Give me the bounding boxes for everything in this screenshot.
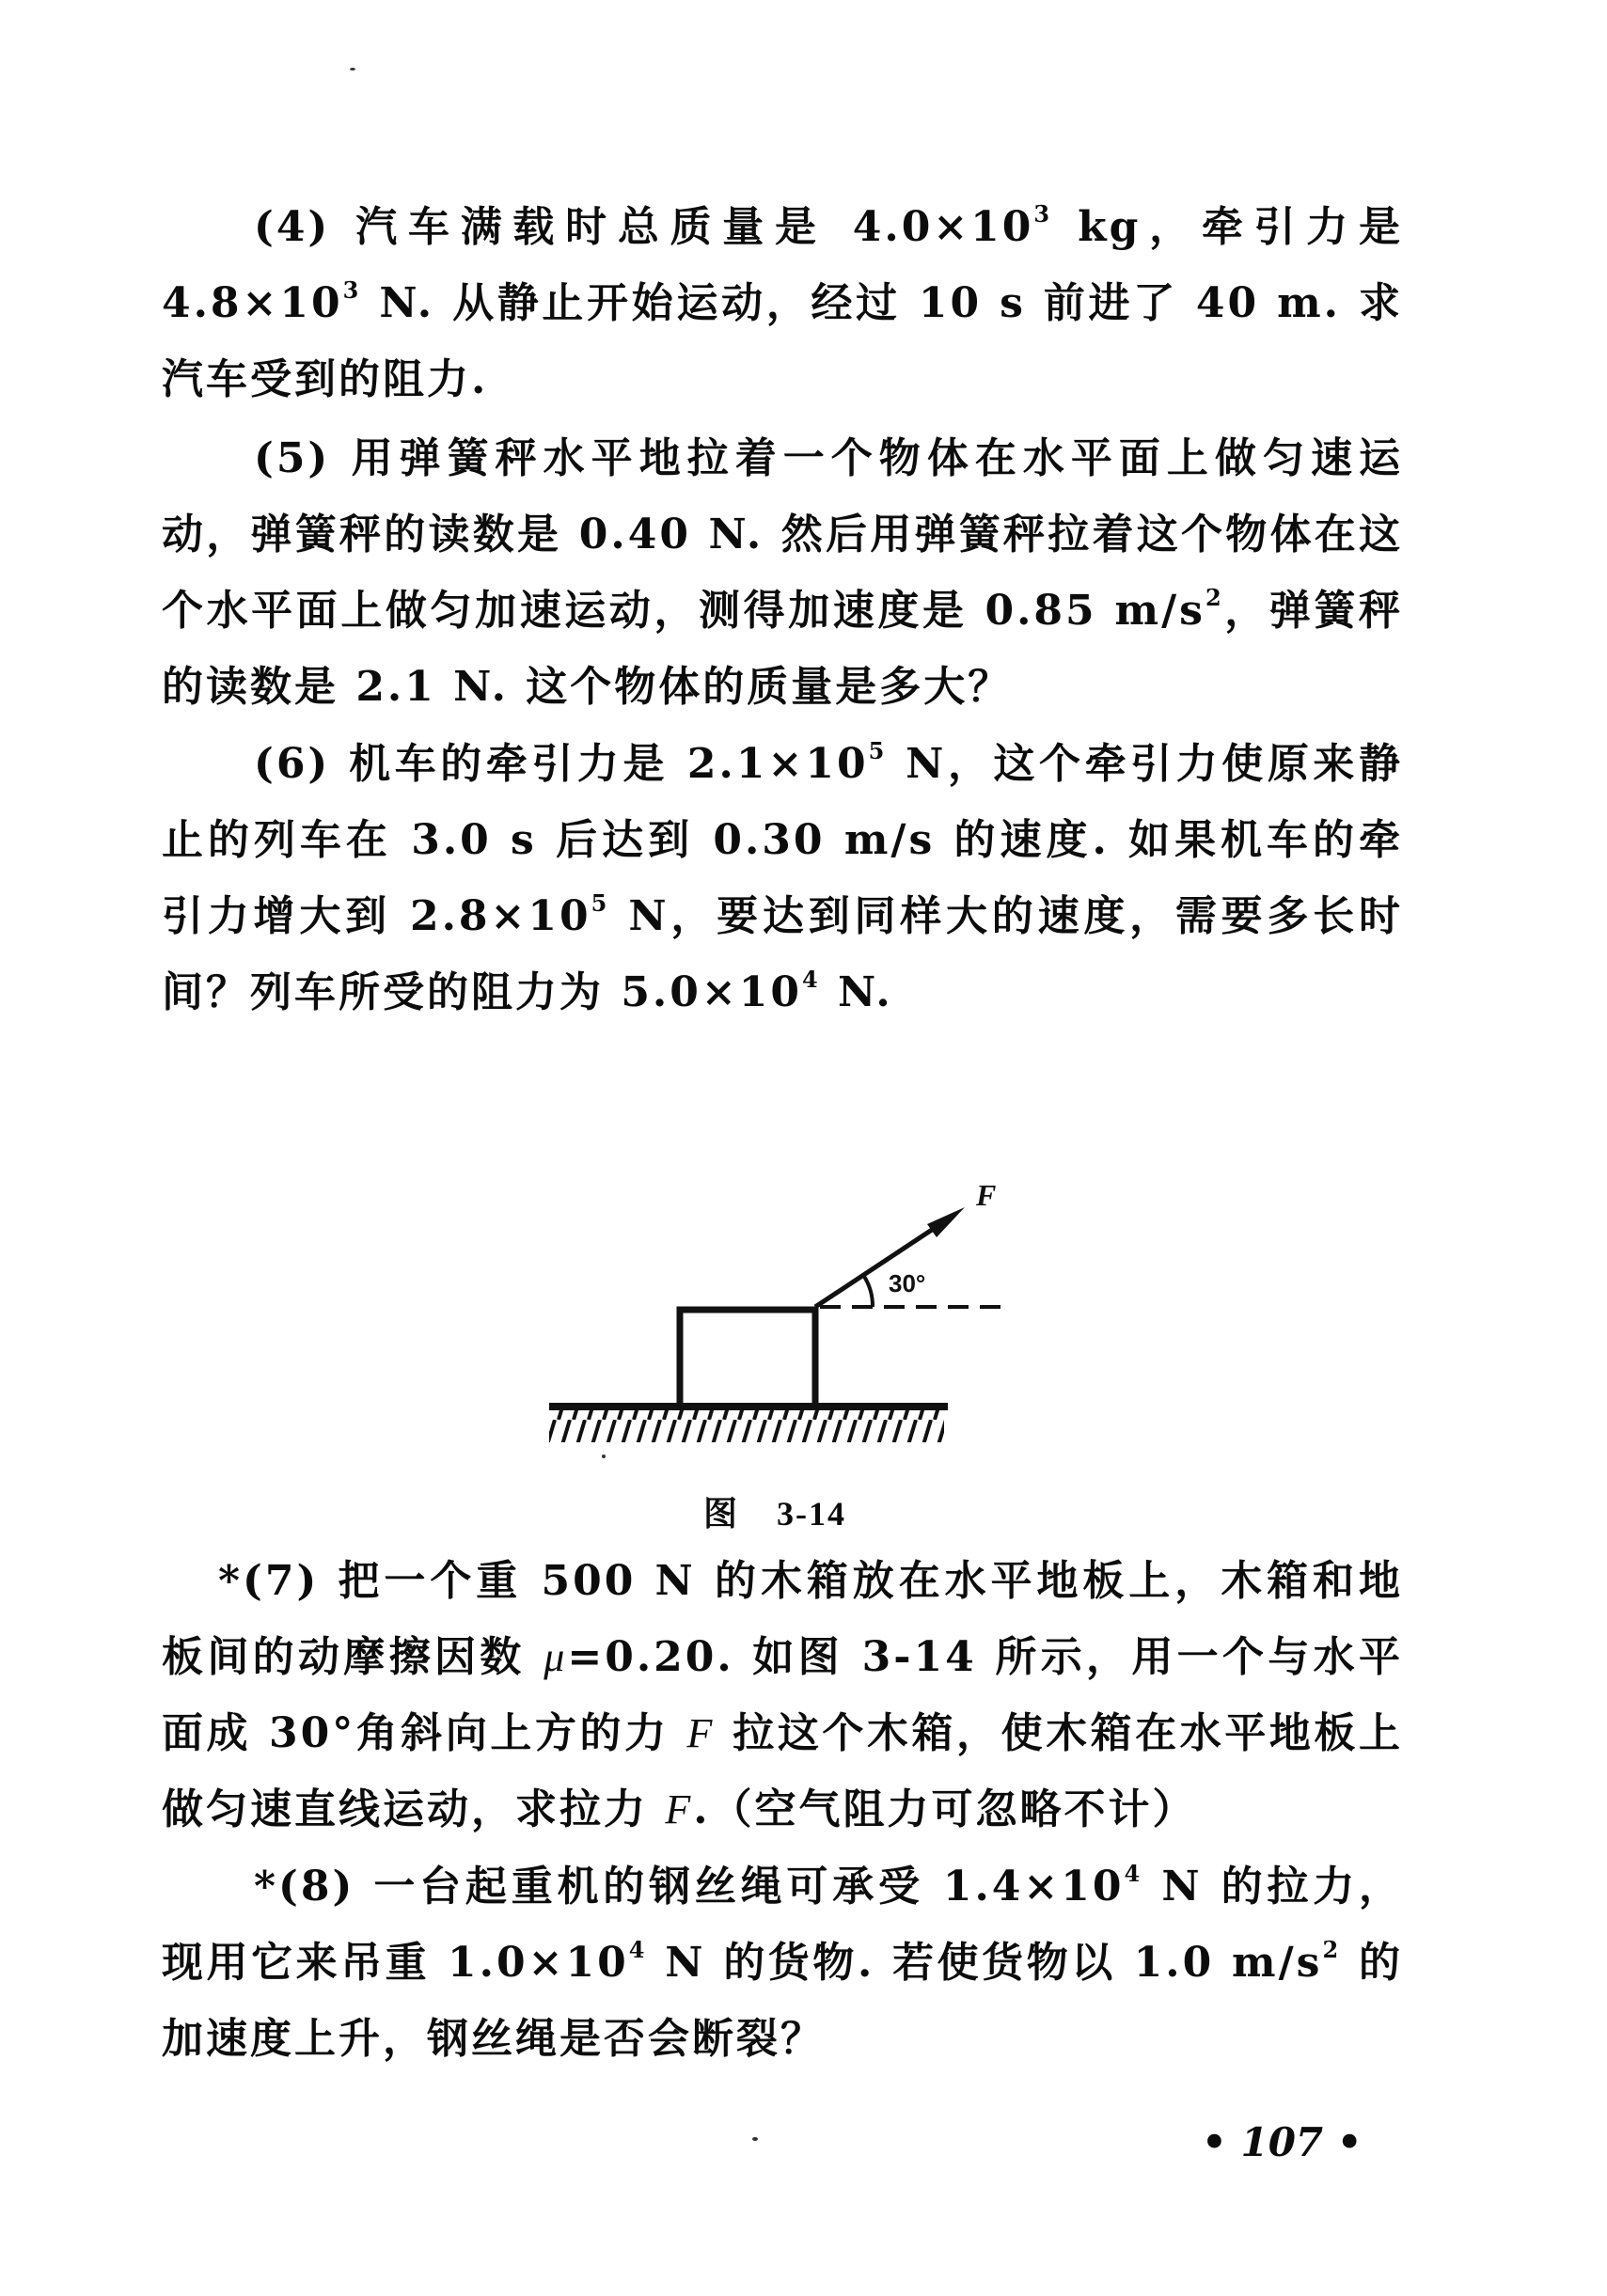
problem-8-text: N 的拉力，现用它来吊重 1.0×10: [162, 1863, 1404, 1987]
problem-7-text: .（空气阻力可忽略不计）: [693, 1785, 1197, 1833]
figure-caption-label: 图: [703, 1494, 740, 1533]
problem-8-text: 的加速度上升，钢丝绳是否会断裂？: [162, 1939, 1404, 2063]
figure-caption-number: 3-14: [777, 1495, 847, 1533]
page-number-value: 107: [1240, 2119, 1324, 2165]
page-number: [1202, 2119, 1363, 2165]
superscript: 3: [1033, 200, 1053, 228]
superscript: 4: [1124, 1860, 1143, 1887]
problem-7-text: 拉这个木箱，使木箱在水平地板上做匀速直线运动，求拉力: [162, 1709, 1403, 1833]
problem-5: [162, 420, 1403, 725]
problem-4-text: (4) 汽车满载时总质量是 4.0×10: [254, 203, 1034, 251]
problem-6-text: N，要达到同样大的速度，需要多长时间？列车所受的阻力为 5.0×10: [162, 892, 1403, 1016]
superscript: 4: [628, 1936, 648, 1963]
problem-7-text: *(7) 把一个重 500 N 的木箱放在水平地板上，木箱和地板间的动摩擦因数: [162, 1557, 1403, 1681]
problem-4: [162, 189, 1403, 417]
force-label: F: [976, 1178, 997, 1212]
problem-7-text: =0.20. 如图 3-14 所示，用一个与水平面成 30°角斜向上方的力: [162, 1633, 1403, 1757]
problem-4-text: kg，牵引力是 4.8×10: [162, 203, 1403, 327]
scan-speck: [752, 2137, 758, 2141]
angle-label: 30°: [889, 1269, 926, 1297]
ground-hatch: [549, 1410, 944, 1442]
problem-5-text: ，弹簧秤的读数是 2.1 N. 这个物体的质量是多大？: [162, 587, 1404, 711]
force-symbol: F: [686, 1710, 716, 1756]
scan-speck: [602, 1455, 606, 1458]
angle-arc: [863, 1275, 873, 1307]
figure-caption: [703, 1487, 846, 1535]
box-force-diagram: [527, 1156, 1091, 1476]
problem-6-text: N.: [820, 968, 893, 1016]
problem-5-text: (5) 用弹簧秤水平地拉着一个物体在水平面上做匀速运动，弹簧秤的读数是 0.40 N. 然后用弹簧秤拉着这个物体在这个水平面上做匀加速运动，测得加速度是 0.85 m/s: [162, 434, 1403, 635]
figure-3-14: [527, 1156, 1091, 1476]
force-symbol: F: [665, 1786, 694, 1832]
superscript: 5: [591, 889, 610, 917]
superscript: 2: [1322, 1936, 1342, 1963]
problem-7: [162, 1543, 1403, 1848]
superscript: 5: [868, 737, 888, 764]
problem-6: [162, 726, 1403, 1030]
superscript: 4: [801, 966, 821, 993]
problem-8-text: N 的货物. 若使货物以 1.0 m/s: [647, 1939, 1323, 1987]
bullet-icon: •: [1202, 2119, 1227, 2165]
superscript: 2: [1205, 584, 1224, 611]
box: [680, 1310, 815, 1407]
problem-6-text: N，这个牵引力使原来静止的列车在 3.0 s 后达到 0.30 m/s 的速度. 如果机车的牵引力增大到 2.8×10: [162, 740, 1403, 940]
arrowhead-icon: [927, 1207, 965, 1237]
mu-symbol: μ: [544, 1634, 568, 1680]
scan-speck: [350, 68, 355, 71]
problem-8: [162, 1848, 1403, 2077]
problem-8-text: *(8) 一台起重机的钢丝绳可承受 1.4×10: [254, 1863, 1125, 1911]
problem-4-text: N. 从静止开始运动，经过 10 s 前进了 40 m. 求汽车受到的阻力.: [162, 279, 1403, 403]
bullet-icon: •: [1336, 2119, 1363, 2165]
superscript: 3: [342, 276, 362, 304]
problem-6-text: (6) 机车的牵引力是 2.1×10: [254, 740, 869, 788]
